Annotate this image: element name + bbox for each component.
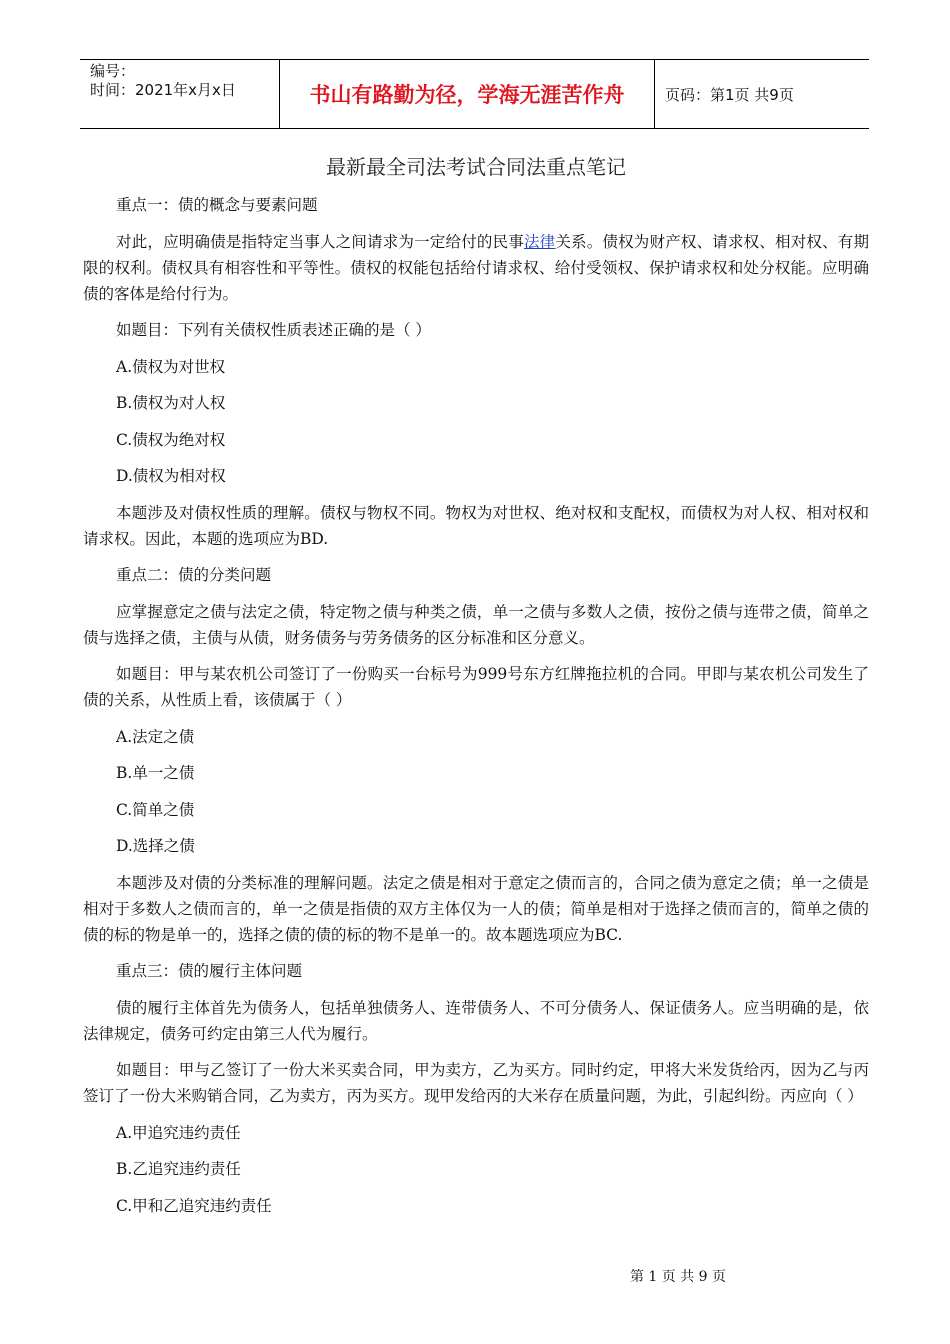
section-heading: 重点一：债的概念与要素问题: [116, 196, 318, 214]
option: B.单一之债: [116, 764, 195, 782]
header-table: [80, 59, 869, 129]
question: 如题目：甲与乙签订了一份大米买卖合同，甲为卖方，乙为买方。同时约定，甲将大米发货给丙，因为乙与丙签订了一份大米购销合同，乙为卖方，丙为买方。现甲发给丙的大米存在质量问题，为此，引起纠纷。丙应向（ ）: [83, 1061, 869, 1105]
doc-time-label: 时间：2021年x月x日: [90, 81, 236, 99]
option: C.债权为绝对权: [116, 430, 226, 449]
paragraph: 应掌握意定之债与法定之债，特定物之债与种类之债，单一之债与多数人之债，按份之债与连带之债，简单之债与选择之债，主债与从债，财务债务与劳务债务的区分标准和区分意义。: [83, 602, 869, 647]
option: B.债权为对人权: [116, 394, 226, 412]
option: A.债权为对世权: [116, 357, 226, 376]
option: A.甲追究违约责任: [116, 1123, 241, 1142]
option: A.法定之债: [116, 727, 195, 746]
paragraph: 本题涉及对债的分类标准的理解问题。法定之债是相对于意定之债而言的，合同之债为意定之债；单一之债是相对于多数人之债而言的，单一之债是指债的双方主体仅为一人的债；简单是相对于选择之债而言的，简单之债的债的标的物是单一的，选择之债的债的标的物不是单一的。故本题选项应为BC.: [83, 873, 869, 944]
option: D.债权为相对权: [116, 467, 226, 485]
header-motto: 书山有路勤为径，学海无涯苦作舟: [280, 60, 655, 128]
document-body: [83, 150, 869, 1229]
option: C.甲和乙追究违约责任: [116, 1196, 272, 1215]
question: 如题目：下列有关债权性质表述正确的是（ ）: [116, 321, 431, 339]
law-link[interactable]: 法律: [523, 232, 556, 251]
paragraph: 本题涉及对债权性质的理解。债权与物权不同。物权为对世权、绝对权和支配权，而债权为对人权、相对权和请求权。因此，本题的选项应为BD.: [83, 503, 869, 548]
paragraph: 债的履行主体首先为债务人，包括单独债务人、连带债务人、不可分债务人、保证债务人。应当明确的是，依法律规定，债务可约定由第三人代为履行。: [83, 998, 869, 1043]
option: B.乙追究违约责任: [116, 1160, 241, 1178]
option: C.简单之债: [116, 800, 195, 819]
paragraph-text: 对此，应明确债是指特定当事人之间请求为一定给付的民事: [116, 232, 524, 251]
paragraph: [83, 229, 869, 307]
page-title: 最新最全司法考试合同法重点笔记: [326, 155, 626, 179]
question: 如题目：甲与某农机公司签订了一份购买一台标号为999号东方红牌拖拉机的合同。甲即与某农机公司发生了债的关系，从性质上看，该债属于（ ）: [83, 665, 869, 709]
paragraph-text: 关系。债权为财产权、请求权、相对权、有期限的权利。债权具有相容性和平等性。债权的权能包括给付请求权、给付受领权、保护请求权和处分权能。应明确债的客体是给付行为。: [83, 232, 869, 303]
doc-number-label: 编号：: [90, 62, 136, 80]
header-meta: [80, 60, 280, 128]
section-heading: 重点二：债的分类问题: [116, 566, 272, 584]
option: D.选择之债: [116, 837, 195, 855]
section-heading: 重点三：债的履行主体问题: [116, 962, 303, 980]
page-footer: 第 1 页 共 9 页: [629, 1269, 727, 1285]
header-page-label: 页码：第1页 共9页: [665, 85, 794, 104]
